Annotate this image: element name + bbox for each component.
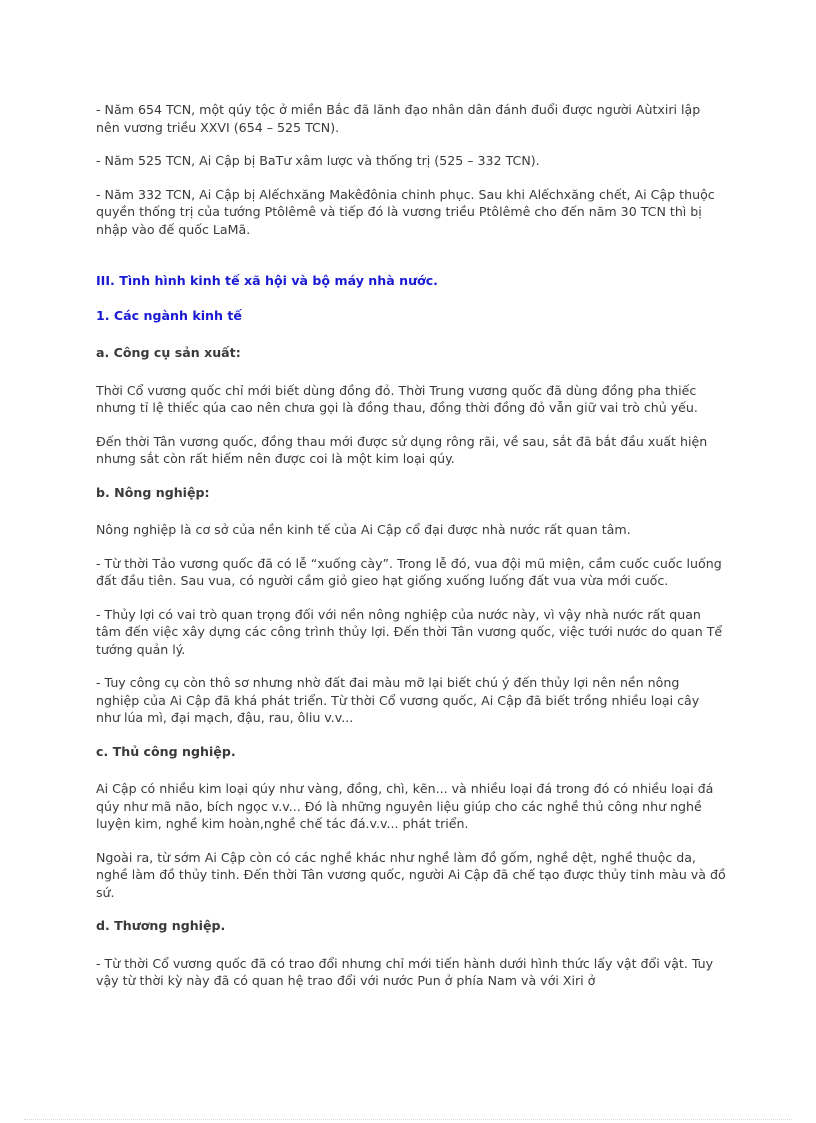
document-page [96,101,726,1006]
subsection-heading: 1. Các ngành kinh tế [96,307,242,323]
paragraph-332-tcn: - Năm 332 TCN, Ai Cập bị Alếchxăng Makêđônia chinh phục. Sau khi Alếchxăng chết, Ai Cập thuộc quyền thống trị của tướng Ptôlêmê và tiếp đó là vương triều Ptôlêmê cho đến năm 30 TCN thì bị nhập vào đế quốc LaMã. [96,186,715,237]
tools-paragraph-1: Thời Cổ vương quốc chỉ mới biết dùng đồng đỏ. Thời Trung vương quốc đã dùng đồng pha thiếc nhưng tỉ lệ thiếc qúa cao nên chưa gọi là đồng thau, đồng thời đồng đỏ vẫn giữ vai trò chủ yếu. [96,382,698,415]
paragraph-654-tcn: - Năm 654 TCN, một qúy tộc ở miền Bắc đã lãnh đạo nhân dân đánh đuổi được người Aùtxiri lập nên vương triều XXVI (654 – 525 TCN). [96,102,701,135]
handicraft-paragraph-2: Ngoài ra, từ sớm Ai Cập còn có các nghề khác như nghề làm đồ gốm, nghề dệt, nghề thuộc da, nghề làm đồ thủy tinh. Đến thời Tân vương quốc, người Ai Cập đã chế tạo được thủy tinh màu và đồ sứ. [96,849,726,900]
agriculture-paragraph-1: Nông nghiệp là cơ sở của nền kinh tế của Ai Cập cổ đại được nhà nước rất quan tâm. [96,522,631,537]
paragraph-525-tcn: - Năm 525 TCN, Ai Cập bị BaTư xâm lược và thống trị (525 – 332 TCN). [96,153,540,168]
tools-paragraph-2: Đến thời Tân vương quốc, đồng thau mới được sử dụng rông rãi, về sau, sắt đã bắt đầu xuất hiện nhưng sắt còn rất hiếm nên được coi là một kim loại qúy. [96,433,708,466]
page-bottom-divider [24,1119,792,1120]
agriculture-paragraph-4: - Tuy công cụ còn thô sơ nhưng nhờ đất đai màu mỡ lại biết chú ý đến thủy lợi nên nền nông nghiệp của Ai Cập đã khá phát triển. Từ thời Cổ vương quốc, Ai Cập đã biết trồng nhiều loại cây như lúa mì, đại mạch, đậu, rau, ôliu v.v... [96,675,700,725]
handicraft-heading: c. Thủ công nghiệp. [96,743,236,759]
agriculture-heading: b. Nông nghiệp: [96,484,210,500]
commerce-heading: d. Thương nghiệp. [96,918,226,933]
tools-heading: a. Công cụ sản xuất: [96,345,241,360]
agriculture-paragraph-2: - Từ thời Tảo vương quốc đã có lễ “xuống cày”. Trong lễ đó, vua đội mũ miện, cầm cuốc cuốc luống đất đầu tiên. Sau vua, có người cầm giỏ gieo hạt giống xuống luống đất vua vừa mới cuốc. [96,555,722,588]
handicraft-paragraph-1: Ai Cập có nhiều kim loại qúy như vàng, đồng, chì, kẽn... và nhiều loại đá trong đó có nhiều loại đá qúy như mã não, bích ngọc v.v... Đó là những nguyên liệu giúp cho các nghề thủ công như nghề luyện kim, nghề kim hoàn,nghề chế tác đá.v.v... phát triển. [96,781,714,831]
section-heading: III. Tình hình kinh tế xã hội và bộ máy nhà nước. [96,273,438,288]
agriculture-paragraph-3: - Thủy lợi có vai trò quan trọng đối với nền nông nghiệp của nước này, vì vậy nhà nước rất quan tâm đến việc xây dựng các công trình thủy lợi. Đến thời Tân vương quốc, việc tưới nước do quan Tể tướng quản lý. [96,606,723,657]
commerce-paragraph-1: - Từ thời Cổ vương quốc đã có trao đổi nhưng chỉ mới tiến hành dưới hình thức lấy vật đổi vật. Tuy vậy từ thời kỳ này đã có quan hệ trao đổi với nước Pun ở phía Nam và với Xiri ở [96,955,714,988]
